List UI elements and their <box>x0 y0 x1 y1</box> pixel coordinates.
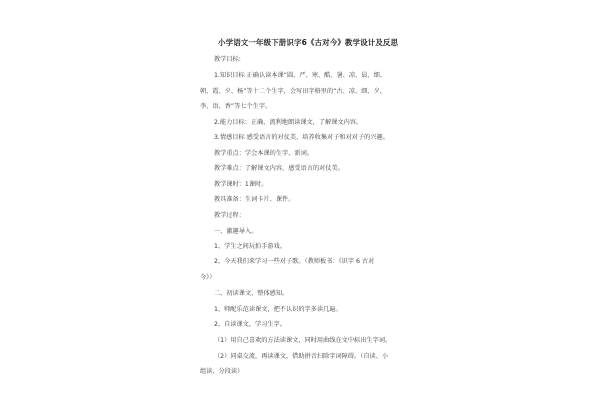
text-line: 1、学生之间玩拍手游戏。 <box>214 243 286 250</box>
document-page <box>198 0 418 400</box>
text-line: 教具准备：生词卡片、课件。 <box>214 196 295 203</box>
text-line: （2）同桌交流，再读课文，借助拼音扫除字词障碍。（自读、小 <box>214 353 389 360</box>
text-line: 朝、霞、夕、杨”等十二个生字，会写田字格里的“古、凉、细、夕、 <box>200 88 386 95</box>
section-heading: 教学目标: <box>214 56 241 63</box>
text-line: 教学课时：1课时。 <box>214 181 268 188</box>
section-heading: 教学过程： <box>214 212 245 219</box>
text-line: （1）用自己喜欢的方法读课文，同时用曲线在文中标出生字词。 <box>214 337 392 344</box>
text-line: 2、今天我们来学习一些对子歌。（教师板书：《识字 6 古对 <box>214 258 375 265</box>
text-line: 1.知识目标 正确认读本课“圆、严、寒、酷、暑、凉、晨、细、 <box>214 72 386 79</box>
section-heading: 一、激趣导入。 <box>214 228 258 235</box>
document-title: 小学语文一年级下册识字6《古对今》教学设计及反思 <box>218 38 399 47</box>
text-line: 3.情感目标 感受语言的对仗美，培养收集对子和对对子的兴趣。 <box>214 134 389 141</box>
text-line: 李、语、香”等七个生字。 <box>200 103 272 110</box>
text-line: 2.能力目标：正确、流利地朗读课文，了解课文内容。 <box>214 119 363 126</box>
text-line: 2、自读课文，学习生字。 <box>214 321 286 328</box>
text-line: 组读、分段读） <box>200 368 244 375</box>
text-line: 今》） <box>200 274 216 281</box>
text-line: 教学重点：学会本课的生字、新词。 <box>214 150 313 157</box>
section-heading: 二、初读课文，整体感知。 <box>214 290 289 297</box>
text-line: 教学难点：了解课文内容，感受语言的对仗美。 <box>214 165 344 172</box>
text-line: 1、师配乐范读课文，把不认识的字多读几遍。 <box>214 306 342 313</box>
